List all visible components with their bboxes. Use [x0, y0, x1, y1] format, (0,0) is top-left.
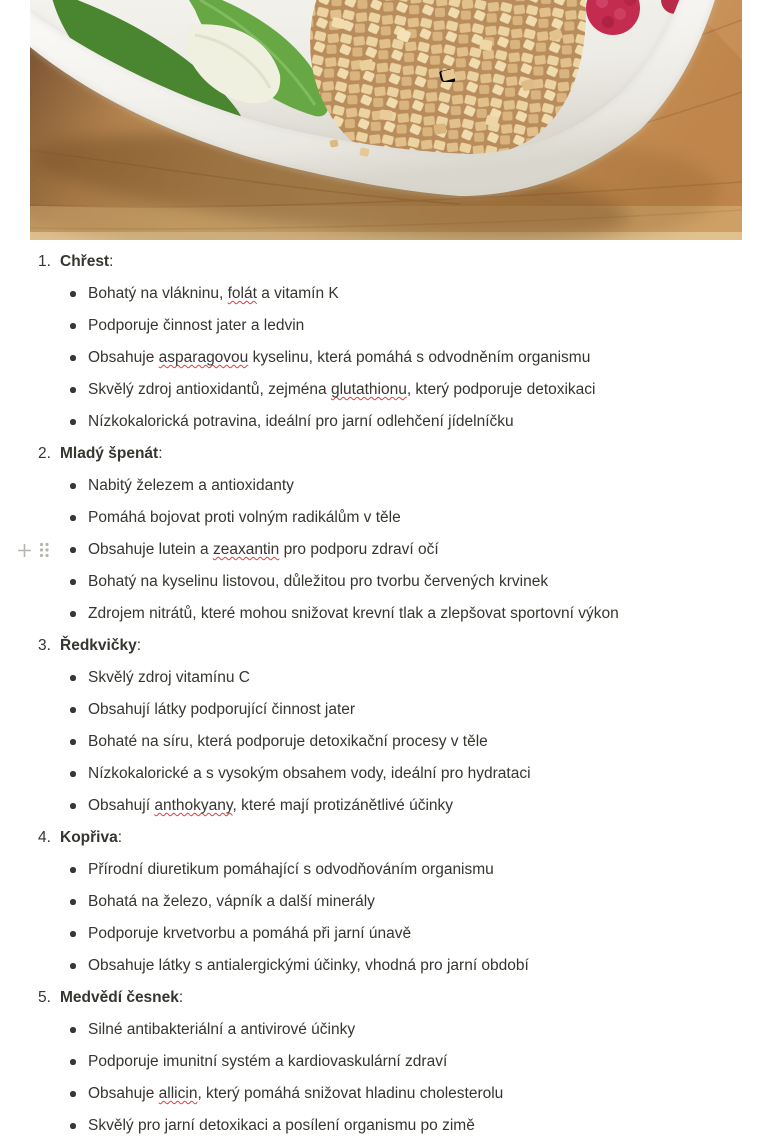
- bullet-text: Podporuje činnost jater a ledvin: [88, 317, 305, 334]
- bullet-text: Silné antibakteriální a antivirové účinky: [88, 1021, 356, 1038]
- list-item-title: Chřest:: [60, 253, 114, 270]
- list-item-5-bullet-1[interactable]: [0, 1014, 772, 1046]
- bullet-icon: [70, 867, 88, 873]
- bullet-text: Skvělý pro jarní detoxikaci a posílení organismu po zimě: [88, 1117, 475, 1134]
- list-item-3-bullet-2[interactable]: [0, 694, 772, 726]
- misspelled-word: folát: [227, 285, 257, 302]
- bullet-icon: [70, 1027, 88, 1033]
- bullet-text: Bohatý na kyselinu listovou, důležitou pro tvorbu červených krvinek: [88, 573, 549, 590]
- food-photo-illustration: [30, 0, 742, 240]
- list-item-number: 5.: [38, 989, 51, 1006]
- list-item-1-bullet-2[interactable]: [0, 310, 772, 342]
- list-item-number: 2.: [38, 445, 51, 462]
- list-item-1-bullet-3[interactable]: [0, 342, 772, 374]
- list-item-1-bullet-1[interactable]: [0, 278, 772, 310]
- list-item-title: Ředkvičky:: [60, 637, 142, 654]
- list-item-1-heading[interactable]: [0, 246, 772, 278]
- list-item-2-bullet-2[interactable]: [0, 502, 772, 534]
- list-item-2-bullet-5[interactable]: [0, 598, 772, 630]
- bullet-icon: [70, 707, 88, 713]
- list-item-3-bullet-1[interactable]: [0, 662, 772, 694]
- bullet-icon: [70, 739, 88, 745]
- bullet-icon: [70, 355, 88, 361]
- bullet-icon: [70, 483, 88, 489]
- list-item-4-heading[interactable]: [0, 822, 772, 854]
- bullet-text: Obsahuje allicin, který pomáhá snižovat hladinu cholesterolu: [88, 1085, 504, 1102]
- bullet-text: Zdrojem nitrátů, které mohou snižovat krevní tlak a zlepšovat sportovní výkon: [88, 605, 619, 622]
- bullet-icon: [70, 579, 88, 585]
- bullet-icon: [70, 611, 88, 617]
- bullet-icon: [70, 387, 88, 393]
- bullet-text: Obsahují anthokyany, které mají protizánětlivé účinky: [88, 797, 454, 814]
- list-item-4-bullet-2[interactable]: [0, 886, 772, 918]
- misspelled-word: glutathionu: [330, 381, 407, 398]
- bullet-icon: [70, 931, 88, 937]
- bullet-icon: [70, 419, 88, 425]
- list-item-1-bullet-5[interactable]: [0, 406, 772, 438]
- bullet-text: Obsahuje lutein a zeaxantin pro podporu zdraví očí: [88, 541, 439, 558]
- bullet-icon: [70, 291, 88, 297]
- misspelled-word: asparagovou: [158, 349, 249, 366]
- list-item-1-bullet-4[interactable]: [0, 374, 772, 406]
- list-item-4-bullet-3[interactable]: [0, 918, 772, 950]
- list-item-5-bullet-4[interactable]: [0, 1110, 772, 1142]
- bullet-text: Bohatý na vlákninu, folát a vitamín K: [88, 285, 339, 302]
- bullet-text: Bohatá na železo, vápník a další minerály: [88, 893, 375, 910]
- list-item-title: Medvědí česnek:: [60, 989, 184, 1006]
- bullet-icon: [70, 899, 88, 905]
- bullet-icon: [70, 675, 88, 681]
- list-item-number: 4.: [38, 829, 51, 846]
- list-item-title: Mladý špenát:: [60, 445, 163, 462]
- bullet-text: Bohaté na síru, která podporuje detoxikační procesy v těle: [88, 733, 488, 750]
- list-item-4-bullet-1[interactable]: [0, 854, 772, 886]
- bullet-icon: [70, 1091, 88, 1097]
- bullet-text: Podporuje krvetvorbu a pomáhá při jarní únavě: [88, 925, 412, 942]
- bullet-text: Pomáhá bojovat proti volným radikálům v těle: [88, 509, 401, 526]
- bullet-text: Přírodní diuretikum pomáhající s odvodňováním organismu: [88, 861, 494, 878]
- misspelled-word: zeaxantin: [212, 541, 280, 558]
- list-item-2-bullet-3[interactable]: [0, 534, 772, 566]
- bullet-text: Obsahuje asparagovou kyselinu, která pomáhá s odvodněním organismu: [88, 349, 591, 366]
- list-item-5-bullet-2[interactable]: [0, 1046, 772, 1078]
- bullet-icon: [70, 1059, 88, 1065]
- list-item-2-bullet-4[interactable]: [0, 566, 772, 598]
- list-item-4-bullet-4[interactable]: [0, 950, 772, 982]
- list-item-number: 3.: [38, 637, 51, 654]
- bullet-icon: [70, 771, 88, 777]
- bullet-text: Nízkokalorické a s vysokým obsahem vody, ideální pro hydrataci: [88, 765, 531, 782]
- vegetable-list: [0, 246, 772, 1142]
- list-item-3-bullet-3[interactable]: [0, 726, 772, 758]
- bullet-icon: [70, 963, 88, 969]
- bullet-icon: [70, 515, 88, 521]
- bullet-text: Podporuje imunitní systém a kardiovaskulární zdraví: [88, 1053, 448, 1070]
- bullet-text: Nabitý železem a antioxidanty: [88, 477, 294, 494]
- list-item-number: 1.: [38, 253, 51, 270]
- bullet-icon: [70, 323, 88, 329]
- list-item-5-bullet-3[interactable]: [0, 1078, 772, 1110]
- bullet-text: Obsahuje látky s antialergickými účinky, vhodná pro jarní období: [88, 957, 529, 974]
- list-item-3-heading[interactable]: [0, 630, 772, 662]
- bullet-text: Nízkokalorická potravina, ideální pro jarní odlehčení jídelníčku: [88, 413, 514, 430]
- misspelled-word: allicin: [158, 1085, 198, 1102]
- bullet-text: Skvělý zdroj antioxidantů, zejména glutathionu, který podporuje detoxikaci: [88, 381, 596, 398]
- misspelled-word: anthokyany: [154, 797, 233, 814]
- bullet-icon: [70, 1123, 88, 1129]
- bullet-text: Skvělý zdroj vitamínu C: [88, 669, 250, 686]
- list-item-2-bullet-1[interactable]: [0, 470, 772, 502]
- bullet-icon: [70, 803, 88, 809]
- list-item-title: Kopřiva:: [60, 829, 123, 846]
- content-image[interactable]: [30, 0, 742, 240]
- list-item-3-bullet-4[interactable]: [0, 758, 772, 790]
- list-item-5-heading[interactable]: [0, 982, 772, 1014]
- bullet-text: Obsahují látky podporující činnost jater: [88, 701, 356, 718]
- list-item-2-heading[interactable]: [0, 438, 772, 470]
- list-item-3-bullet-5[interactable]: [0, 790, 772, 822]
- bullet-icon: [70, 547, 88, 553]
